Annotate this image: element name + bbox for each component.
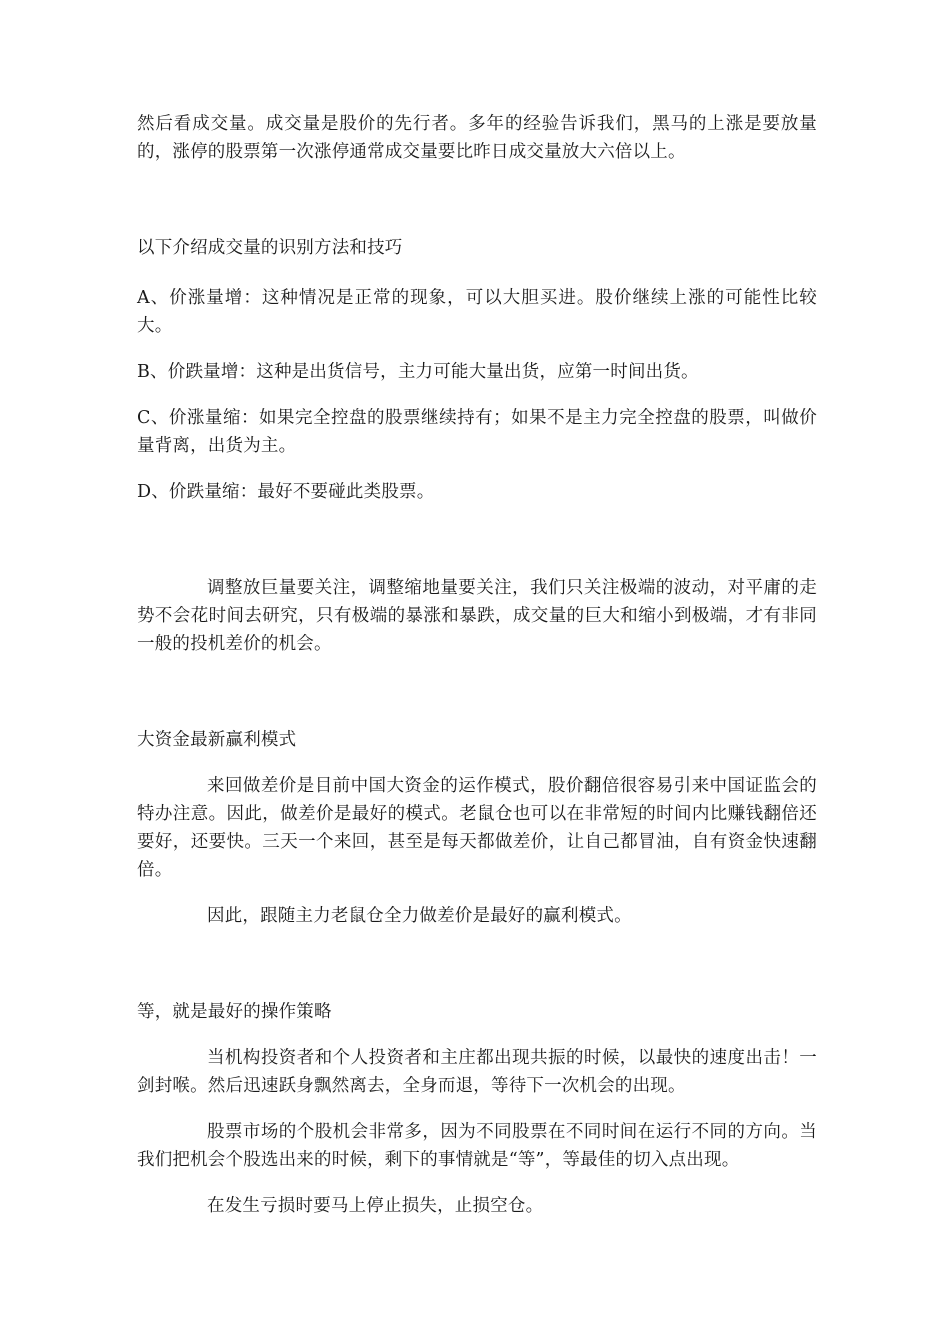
heading-waiting-strategy: 等，就是最好的操作策略 <box>137 1002 332 1022</box>
list-item-a: A、价涨量增：这种情况是正常的现象，可以大胆买进。股价继续上涨的可能性比较大。 <box>137 288 817 336</box>
document-body <box>137 110 817 1220</box>
list-item-c: C、价涨量缩：如果完全控盘的股票继续持有；如果不是主力完全控盘的股票，叫做价量背离，出货为主。 <box>137 408 817 456</box>
paragraph-volume-intro: 然后看成交量。成交量是股价的先行者。多年的经验告诉我们，黑马的上涨是要放量的，涨停的股票第一次涨停通常成交量要比昨日成交量放大六倍以上。 <box>137 114 817 162</box>
list-item-d: D、价跌量缩：最好不要碰此类股票。 <box>137 482 435 502</box>
paragraph-stop-loss: 在发生亏损时要马上停止损失，止损空仓。 <box>207 1196 544 1216</box>
heading-profit-model: 大资金最新赢利模式 <box>137 730 297 750</box>
paragraph-follow-main-force: 因此，跟随主力老鼠仓全力做差价是最好的赢利模式。 <box>207 906 632 926</box>
paragraph-resonance: 当机构投资者和个人投资者和主庄都出现共振的时候，以最快的速度出击！一剑封喉。然后迅速跃身飘然离去，全身而退，等待下一次机会的出现。 <box>137 1048 817 1096</box>
heading-identification-methods: 以下介绍成交量的识别方法和技巧 <box>137 238 403 258</box>
paragraph-extreme-fluctuation: 调整放巨量要关注，调整缩地量要关注，我们只关注极端的波动，对平庸的走势不会花时间去研究，只有极端的暴涨和暴跌，成交量的巨大和缩小到极端，才有非同一般的投机差价的机会。 <box>137 578 817 654</box>
paragraph-stock-opportunities: 股票市场的个股机会非常多，因为不同股票在不同时间在运行不同的方向。当我们把机会个股选出来的时候，剩下的事情就是“等”，等最佳的切入点出现。 <box>137 1122 817 1170</box>
paragraph-spread-trading: 来回做差价是目前中国大资金的运作模式，股价翻倍很容易引来中国证监会的特办注意。因此，做差价是最好的模式。老鼠仓也可以在非常短的时间内比赚钱翻倍还要好，还要快。三天一个来回，甚至是每天都做差价，让自己都冒油，自有资金快速翻倍。 <box>137 776 817 880</box>
list-item-b: B、价跌量增：这种是出货信号，主力可能大量出货，应第一时间出货。 <box>137 362 699 382</box>
